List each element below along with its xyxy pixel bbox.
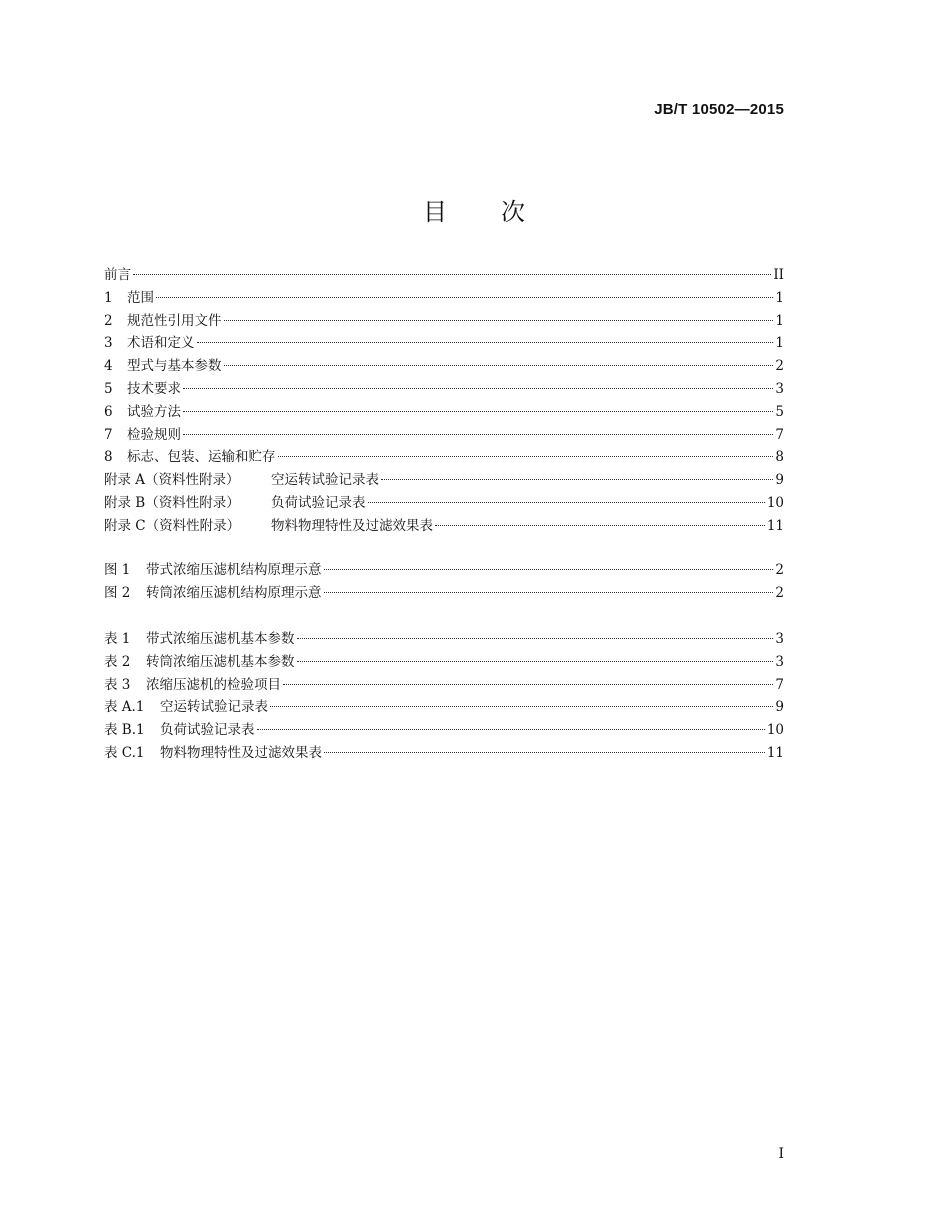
toc-page-number: 7 <box>775 676 784 693</box>
toc-page-number: II <box>773 267 784 283</box>
toc-entry-table[interactable] <box>104 651 784 674</box>
toc-entry-text: 术语和定义 <box>127 335 195 352</box>
toc-entry-number: 附录 A（资料性附录） <box>104 472 240 489</box>
dot-leader <box>324 752 765 753</box>
dot-leader <box>381 479 773 480</box>
toc-entry-text: 空运转试验记录表 <box>160 699 268 716</box>
toc-entry-number: 附录 C（资料性附录） <box>104 517 241 534</box>
toc-page-number: 9 <box>775 472 784 489</box>
toc-page-number: 11 <box>766 744 784 761</box>
toc-entry-number: 表 C.1 <box>104 744 145 761</box>
toc-entry-text: 空运转试验记录表 <box>271 472 379 489</box>
toc-entry-text: 转筒浓缩压滤机结构原理示意 <box>146 584 322 601</box>
dot-leader <box>297 638 774 639</box>
dot-leader <box>324 592 774 593</box>
toc-page-number: 8 <box>775 449 784 466</box>
dot-leader <box>368 502 765 503</box>
toc-entry[interactable] <box>104 310 784 333</box>
toc-entry-text: 负荷试验记录表 <box>160 722 255 739</box>
toc-entry-number: 表 3 <box>104 676 131 693</box>
toc-page-number: 2 <box>775 562 784 578</box>
toc-entry-text: 前言 <box>104 267 131 283</box>
toc-entry[interactable] <box>104 355 784 378</box>
dot-leader <box>156 297 773 298</box>
toc-entry-number: 表 1 <box>104 631 131 647</box>
toc-entry[interactable] <box>104 332 784 355</box>
toc-entry-number: 4 <box>104 358 113 375</box>
toc-page-number: 2 <box>775 584 784 601</box>
toc-entry-appendix[interactable] <box>104 492 784 515</box>
dot-leader <box>283 684 773 685</box>
toc-figures <box>104 559 784 605</box>
toc-page-number: 11 <box>766 517 784 534</box>
toc-entry-number: 8 <box>104 449 113 466</box>
toc-entry-text: 范围 <box>127 289 154 306</box>
toc-entry-figure[interactable] <box>104 582 784 605</box>
toc-entry-figure[interactable] <box>104 559 784 582</box>
toc-entry-text: 带式浓缩压滤机结构原理示意 <box>146 562 322 578</box>
dot-leader <box>278 456 774 457</box>
toc-entry[interactable] <box>104 378 784 401</box>
toc-entry-text: 检验规则 <box>127 426 181 443</box>
toc-entry[interactable] <box>104 424 784 447</box>
standard-number: JB/T 10502—2015 <box>654 101 784 118</box>
toc-entry[interactable] <box>104 287 784 310</box>
toc-page-number: 2 <box>775 358 784 375</box>
toc-entry-number: 2 <box>104 312 113 329</box>
toc-entry-table[interactable] <box>104 674 784 697</box>
toc-entry-number: 图 1 <box>104 562 131 578</box>
toc-main <box>104 264 784 538</box>
toc-entry-table[interactable] <box>104 742 784 765</box>
dot-leader <box>224 320 774 321</box>
toc-entry-text: 型式与基本参数 <box>127 358 222 375</box>
toc-entry-text: 负荷试验记录表 <box>271 494 366 511</box>
toc-entry-text: 转筒浓缩压滤机基本参数 <box>146 653 295 670</box>
dot-leader <box>435 525 765 526</box>
toc-page-number: 1 <box>775 312 784 329</box>
toc-page-number: 3 <box>775 653 784 670</box>
toc-entry-text: 物料物理特性及过滤效果表 <box>271 517 433 534</box>
toc-entry-number: 表 B.1 <box>104 722 145 739</box>
toc-entry-table[interactable] <box>104 719 784 742</box>
page-number: I <box>778 1146 784 1162</box>
toc-entry-text: 试验方法 <box>127 403 181 420</box>
toc-entry-number: 7 <box>104 426 113 443</box>
toc-page-number: 7 <box>775 426 784 443</box>
dot-leader <box>324 569 774 570</box>
dot-leader <box>270 706 773 707</box>
toc-entry-number: 表 2 <box>104 653 131 670</box>
dot-leader <box>183 411 773 412</box>
dot-leader <box>133 274 771 275</box>
toc-page-number: 5 <box>775 403 784 420</box>
toc-entry-appendix[interactable] <box>104 515 784 538</box>
toc-entry-text: 技术要求 <box>127 380 181 397</box>
dot-leader <box>183 388 773 389</box>
toc-entry-foreword[interactable] <box>104 264 784 287</box>
toc-entry[interactable] <box>104 446 784 469</box>
toc-page-number: 10 <box>766 494 784 511</box>
toc-entry-text: 浓缩压滤机的检验项目 <box>146 676 281 693</box>
toc-page-number: 10 <box>766 722 784 739</box>
toc-entry-text: 物料物理特性及过滤效果表 <box>160 744 322 761</box>
toc-page-number: 3 <box>775 631 784 647</box>
toc-entry-number: 表 A.1 <box>104 699 145 716</box>
toc-entry-number: 图 2 <box>104 584 131 601</box>
toc-entry-text: 带式浓缩压滤机基本参数 <box>146 631 295 647</box>
toc-entry-number: 6 <box>104 403 113 420</box>
toc-entry-number: 3 <box>104 335 113 352</box>
toc-page-number: 1 <box>775 289 784 306</box>
toc-entry[interactable] <box>104 401 784 424</box>
toc-entry-text: 标志、包装、运输和贮存 <box>127 449 276 466</box>
toc-page-number: 9 <box>775 699 784 716</box>
toc-page-number: 1 <box>775 335 784 352</box>
toc-entry-table[interactable] <box>104 696 784 719</box>
toc-page-number: 3 <box>775 380 784 397</box>
toc-entry-text: 规范性引用文件 <box>127 312 222 329</box>
toc-tables <box>104 628 784 765</box>
toc-entry-number: 1 <box>104 289 113 306</box>
dot-leader <box>257 729 765 730</box>
toc-entry-number: 附录 B（资料性附录） <box>104 494 240 511</box>
toc-entry-number: 5 <box>104 380 113 397</box>
page-title: 目 次 <box>423 198 527 226</box>
toc-entry-table[interactable] <box>104 628 784 651</box>
dot-leader <box>183 434 773 435</box>
dot-leader <box>197 342 774 343</box>
toc-entry-appendix[interactable] <box>104 469 784 492</box>
dot-leader <box>224 365 774 366</box>
dot-leader <box>297 661 774 662</box>
